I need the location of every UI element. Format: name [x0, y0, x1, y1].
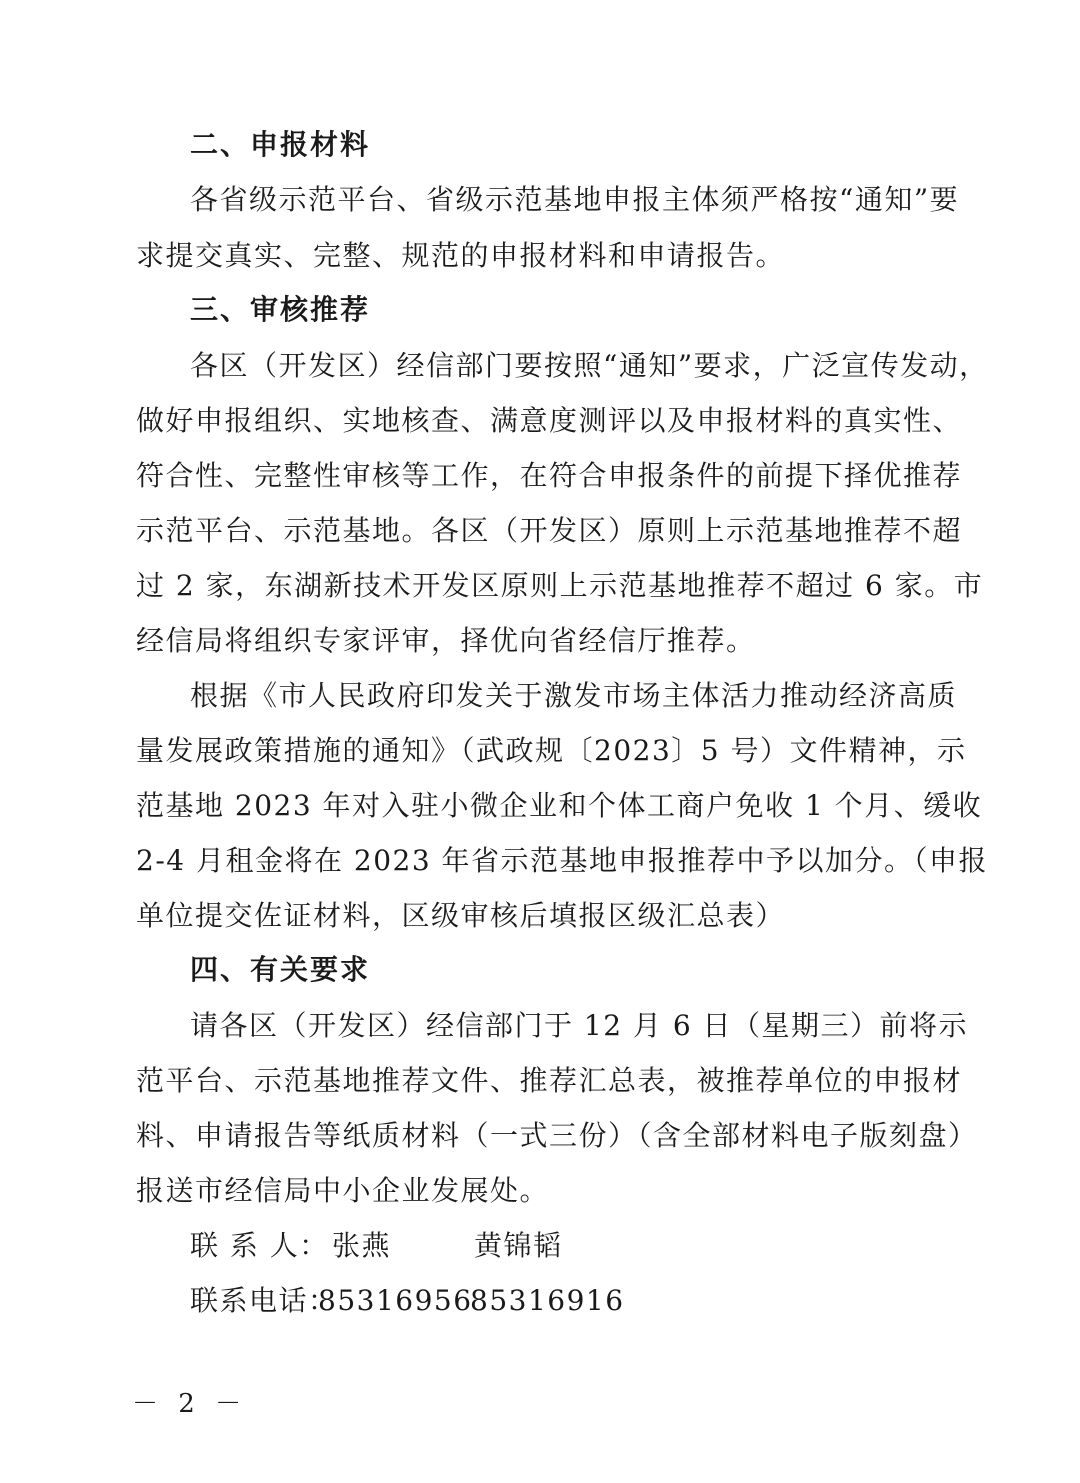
paragraph-line: 各区（开发区）经信部门要按照“通知”要求，广泛宣传发动， [190, 349, 989, 382]
paragraph-line: 做好申报组织、实地核查、满意度测评以及申报材料的真实性、 [136, 404, 963, 437]
paragraph-line: 示范平台、示范基地。各区（开发区）原则上示范基地推荐不超 [136, 514, 963, 547]
paragraph-line: 求提交真实、完整、规范的申报材料和申请报告。 [136, 239, 786, 272]
page-number: － 2 － [132, 1389, 248, 1419]
contact-person-1: 张燕 [332, 1229, 392, 1262]
paragraph-line: 料、申请报告等纸质材料（一式三份）（含全部材料电子版刻盘） [136, 1119, 978, 1152]
section-heading-review-recommendation: 三、审核推荐 [190, 293, 371, 326]
paragraph-line: 范基地 2023 年对入驻小微企业和个体工商户免收 1 个月、缓收 [136, 789, 983, 822]
paragraph-line: 经信局将组织专家评审，择优向省经信厅推荐。 [136, 624, 756, 657]
contact-phone-label: 联系电话： [190, 1284, 338, 1317]
paragraph-line: 各省级示范平台、省级示范基地申报主体须严格按“通知”要 [190, 183, 960, 216]
paragraph-line: 根据《市人民政府印发关于激发市场主体活力推动经济高质 [190, 679, 958, 712]
contact-person-2: 黄锦韬 [474, 1229, 563, 1262]
paragraph-line: 量发展政策措施的通知》（武政规〔2023〕5 号）文件精神，示 [136, 734, 967, 767]
paragraph-line: 过 2 家，东湖新技术开发区原则上示范基地推荐不超过 6 家。市 [136, 569, 984, 602]
paragraph-line: 2-4 月租金将在 2023 年省示范基地申报推荐中予以加分。（申报 [136, 844, 989, 877]
contact-phone-2: 85316916 [470, 1284, 625, 1317]
contact-phone-1: 85316956 [318, 1284, 473, 1317]
paragraph-line: 范平台、示范基地推荐文件、推荐汇总表，被推荐单位的申报材 [136, 1064, 963, 1097]
contact-person-label: 联 系 人： [190, 1229, 329, 1262]
paragraph-line: 符合性、完整性审核等工作，在符合申报条件的前提下择优推荐 [136, 459, 963, 492]
paragraph-line: 单位提交佐证材料，区级审核后填报区级汇总表） [136, 899, 786, 932]
paragraph-line: 请各区（开发区）经信部门于 12 月 6 日（星期三）前将示 [190, 1009, 969, 1042]
section-heading-requirements: 四、有关要求 [190, 953, 371, 986]
section-heading-application-materials: 二、申报材料 [190, 128, 371, 161]
paragraph-line: 报送市经信局中小企业发展处。 [136, 1174, 550, 1207]
